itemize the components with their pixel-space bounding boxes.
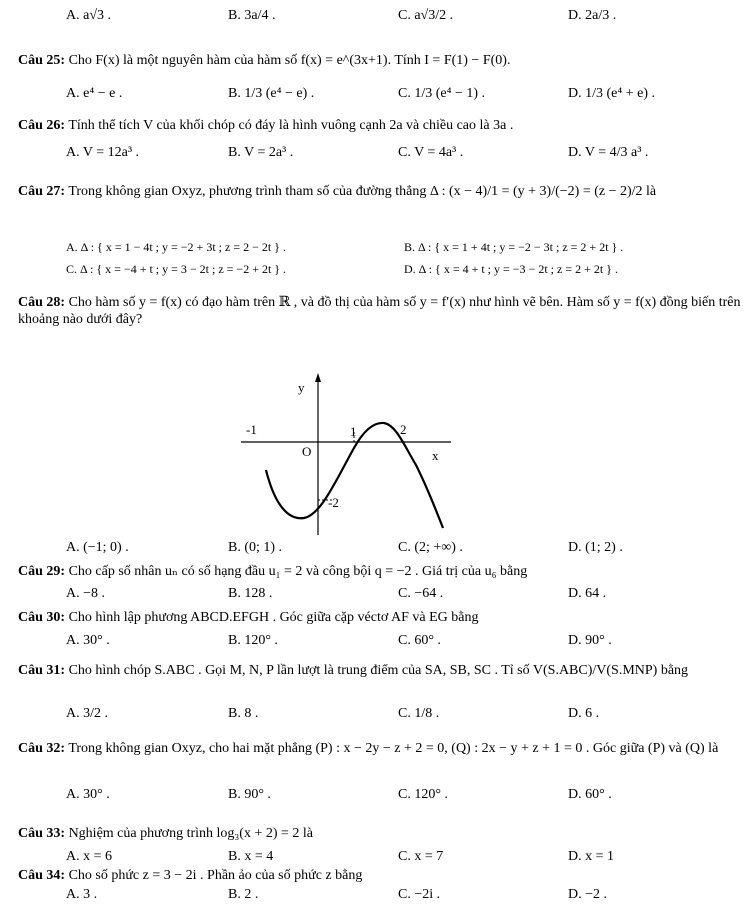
question-text: Cho cấp số nhân uₙ có số hạng đầu u₁ = 2 và công bội q = −2 . Giá trị của u₆ bằng [68, 564, 528, 579]
q31-option-b: B. 8 . [228, 706, 259, 721]
y-axis-arrow [315, 373, 321, 382]
q32-option-b: B. 90° . [228, 787, 271, 802]
q33-options [0, 849, 750, 869]
q34-option-a: A. 3 . [66, 887, 98, 902]
question-32 [18, 740, 744, 757]
question-text: Cho hàm số y = f(x) có đạo hàm trên ℝ , và đồ thị của hàm số y = f′(x) như hình vẽ bên. Hàm số y = f(x) đồng biến trên khoảng nào dưới đây? [18, 295, 741, 327]
q26-option-a: A. V = 12a³ . [66, 145, 140, 160]
q30-option-b: B. 120° . [228, 633, 278, 648]
q27-option-b: B. Δ : { x = 1 + 4t ; y = −2 − 3t ; z = 2 + 2t } . [404, 240, 624, 254]
q25-option-d: D. 1/3 (e⁴ + e) . [568, 86, 656, 101]
q25-option-c: C. 1/3 (e⁴ − 1) . [398, 86, 486, 101]
q24-options [0, 8, 750, 28]
q33-option-c: C. x = 7 [398, 849, 444, 864]
question-number: Câu 32: [18, 741, 66, 756]
question-25 [18, 52, 744, 69]
question-text: Trong không gian Oxyz, cho hai mặt phẳng (P) : x − 2y − z + 2 = 0, (Q) : 2x − y + z + 1 = 0 . Góc giữa (P) và (Q) là [68, 741, 719, 756]
question-text: Cho hình chóp S.ABC . Gọi M, N, P lần lượt là trung điểm của SA, SB, SC . Tỉ số V(S.ABC)/V(S.MNP) bằng [68, 663, 689, 678]
label-y: y [298, 380, 305, 395]
question-number: Câu 34: [18, 868, 66, 883]
q26-option-b: B. V = 2a³ . [228, 145, 294, 160]
question-text: Tính thể tích V của khối chóp có đáy là hình vuông cạnh 2a và chiều cao là 3a . [68, 118, 514, 133]
q24-option-d: D. 2a/3 . [568, 8, 617, 23]
question-number: Câu 27: [18, 184, 66, 199]
label-2: 2 [400, 422, 407, 437]
question-31 [18, 662, 744, 679]
label-minus1: -1 [246, 422, 257, 437]
q29-option-a: A. −8 . [66, 586, 106, 601]
q29-option-b: B. 128 . [228, 586, 273, 601]
label-x: x [432, 448, 439, 463]
q32-option-c: C. 120° . [398, 787, 448, 802]
question-number: Câu 31: [18, 663, 66, 678]
question-text: Cho F(x) là một nguyên hàm của hàm số f(x) = e^(3x+1). Tính I = F(1) − F(0). [68, 53, 511, 68]
label-origin: O [302, 444, 312, 459]
question-text: Cho số phức z = 3 − 2i . Phần ảo của số phức z bằng [68, 868, 363, 883]
q30-option-a: A. 30° . [66, 633, 110, 648]
question-30 [18, 609, 744, 626]
q34-option-c: C. −2i . [398, 887, 441, 902]
question-text: Cho hình lập phương ABCD.EFGH . Góc giữa cặp véctơ AF và EG bằng [68, 610, 479, 625]
q25-option-a: A. e⁴ − e . [66, 86, 123, 101]
q28-option-b: B. (0; 1) . [228, 540, 283, 555]
question-number: Câu 28: [18, 295, 66, 310]
q25-option-b: B. 1/3 (e⁴ − e) . [228, 86, 315, 101]
derivative-graph [236, 370, 456, 540]
question-34 [18, 867, 744, 884]
q27-option-c: C. Δ : { x = −4 + t ; y = 3 − 2t ; z = −2 + 2t } . [66, 262, 287, 276]
q24-option-c: C. a√3/2 . [398, 8, 454, 23]
q31-option-d: D. 6 . [568, 706, 600, 721]
q31-option-c: C. 1/8 . [398, 706, 440, 721]
question-28 [18, 294, 744, 328]
q30-option-c: C. 60° . [398, 633, 441, 648]
question-33 [18, 825, 744, 842]
label-1: 1 [350, 424, 357, 439]
question-number: Câu 33: [18, 826, 66, 841]
q27-options [0, 240, 750, 260]
q24-option-a: A. a√3 . [66, 8, 112, 23]
q28-option-c: C. (2; +∞) . [398, 540, 463, 555]
question-29 [18, 563, 744, 580]
q28-option-d: D. (1; 2) . [568, 540, 623, 555]
question-number: Câu 26: [18, 118, 66, 133]
q33-option-d: D. x = 1 [568, 849, 615, 864]
question-text: Nghiệm của phương trình log₃(x + 2) = 2 là [68, 826, 314, 841]
question-text: Trong không gian Oxyz, phương trình tham số của đường thẳng Δ : (x − 4)/1 = (y + 3)/(−2) = (z − 2)/2 là [68, 184, 657, 199]
q30-option-d: D. 90° . [568, 633, 612, 648]
question-26 [18, 117, 744, 134]
q31-options [0, 706, 750, 726]
q32-options [0, 787, 750, 807]
q34-option-b: B. 2 . [228, 887, 259, 902]
q26-option-c: C. V = 4a³ . [398, 145, 464, 160]
question-number: Câu 29: [18, 564, 66, 579]
question-number: Câu 25: [18, 53, 66, 68]
q26-option-d: D. V = 4/3 a³ . [568, 145, 649, 160]
q34-options [0, 887, 750, 907]
q34-option-d: D. −2 . [568, 887, 608, 902]
q33-option-b: B. x = 4 [228, 849, 274, 864]
q29-options [0, 586, 750, 606]
question-number: Câu 30: [18, 610, 66, 625]
q25-options [0, 86, 750, 106]
q33-option-a: A. x = 6 [66, 849, 113, 864]
label-minus2: -2 [328, 495, 339, 510]
q32-option-a: A. 30° . [66, 787, 110, 802]
q27-options-2 [0, 262, 750, 282]
q29-option-c: C. −64 . [398, 586, 444, 601]
q28-options [0, 540, 750, 560]
q27-option-a: A. Δ : { x = 1 − 4t ; y = −2 + 3t ; z = 2 − 2t } . [66, 240, 286, 254]
q29-option-d: D. 64 . [568, 586, 607, 601]
question-27 [18, 183, 744, 200]
q31-option-a: A. 3/2 . [66, 706, 108, 721]
q24-option-b: B. 3a/4 . [228, 8, 276, 23]
q26-options [0, 145, 750, 165]
q28-option-a: A. (−1; 0) . [66, 540, 129, 555]
q32-option-d: D. 60° . [568, 787, 612, 802]
q27-option-d: D. Δ : { x = 4 + t ; y = −3 − 2t ; z = 2 + 2t } . [404, 262, 618, 276]
q30-options [0, 633, 750, 653]
